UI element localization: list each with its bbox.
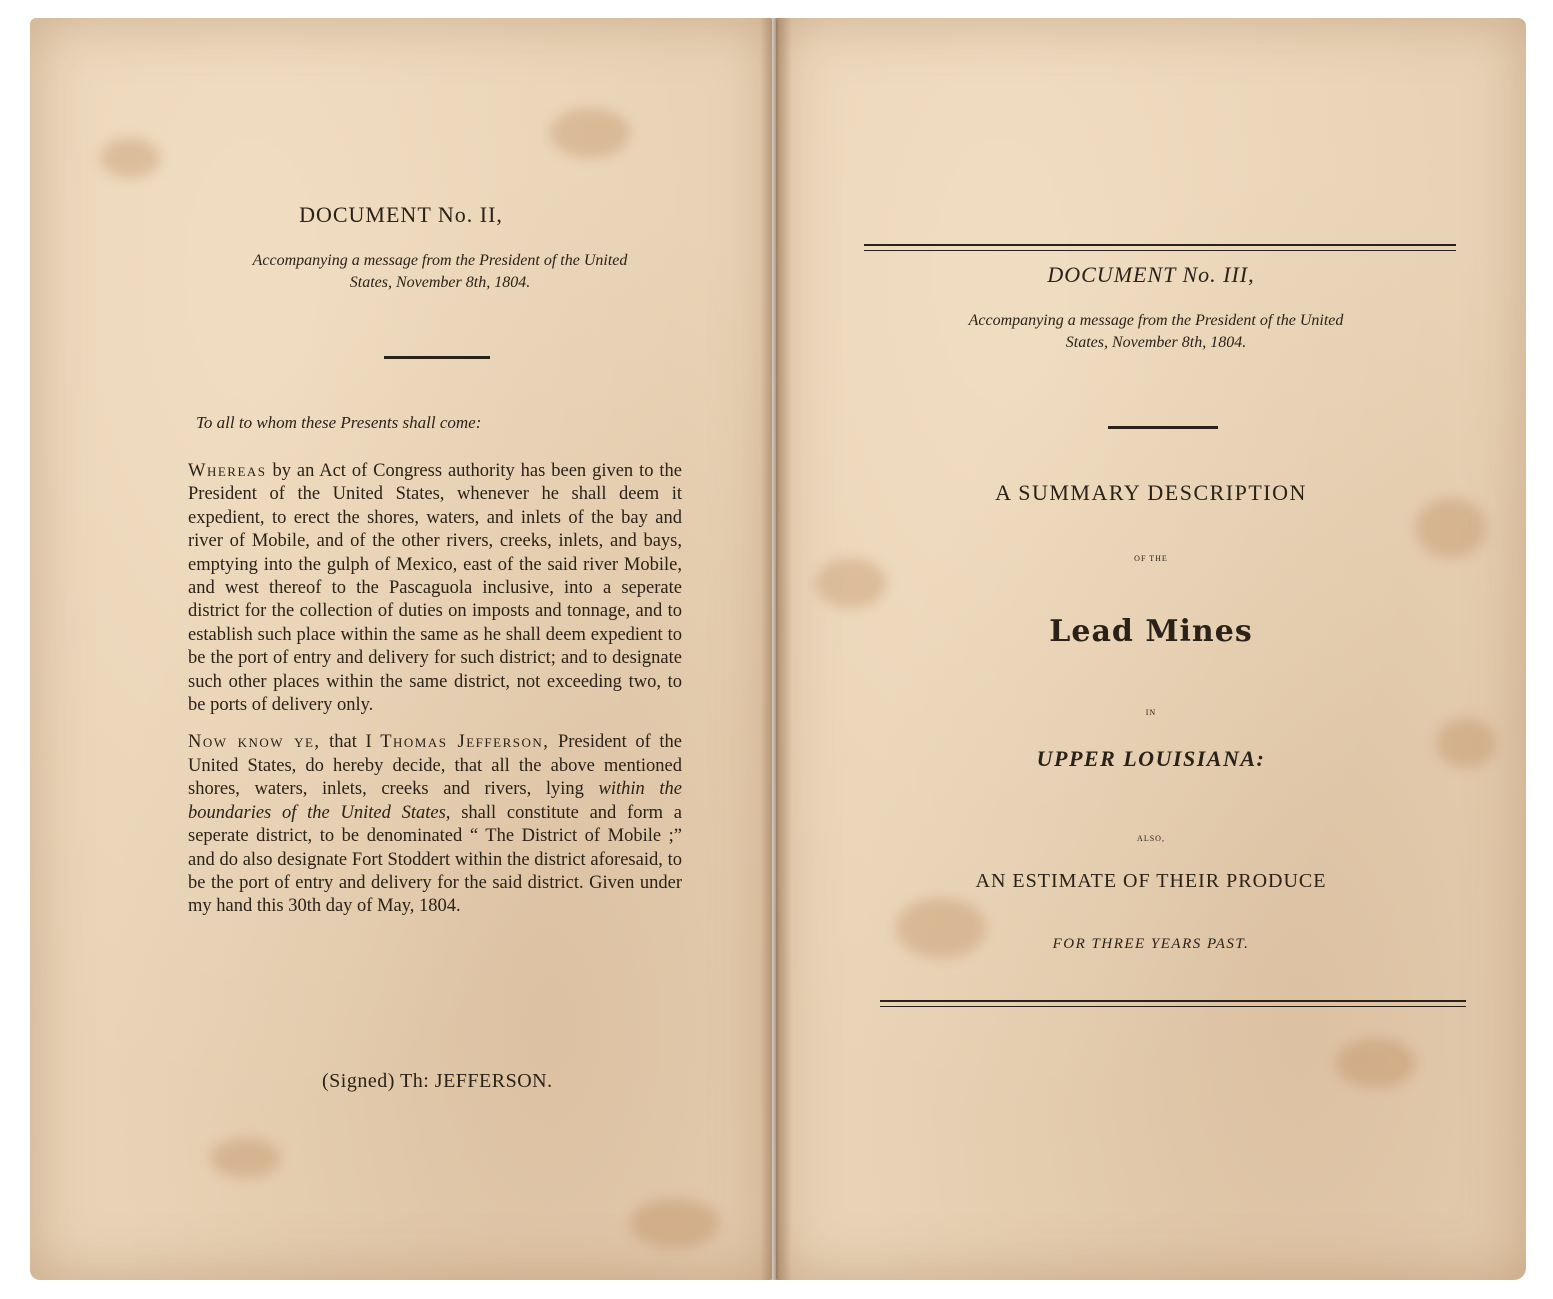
lead-mines-title: Lead Mines	[1049, 614, 1253, 649]
bottom-double-rule	[880, 1000, 1466, 1007]
three-years-subtitle: FOR THREE YEARS PAST.	[1052, 936, 1250, 952]
accompanying-line-2: States, November 8th, 1804.	[1065, 334, 1247, 351]
accompanying-note	[846, 310, 1466, 354]
book-spine	[760, 18, 792, 1280]
paragraph-now-know-ye	[188, 731, 682, 918]
also-label: ALSO,	[1137, 834, 1165, 843]
decree-italic: within the boundaries of the United States,	[188, 779, 682, 823]
page-title: DOCUMENT No. III,	[1047, 262, 1255, 287]
now-know-ye-lead: Now know ye,	[188, 732, 321, 753]
whereas-lead: Whereas	[188, 461, 267, 481]
right-page	[776, 18, 1526, 1280]
accompanying-note	[170, 250, 710, 294]
salutation: To all to whom these Presents shall come:	[196, 413, 482, 432]
accompanying-line-1: Accompanying a message from the President of the United	[252, 252, 628, 269]
decree-text-2: President of the United States, do hereby decide, that all the above mentioned shores, waters, inlets, creeks and rivers, lying	[188, 732, 682, 800]
page-title: DOCUMENT No. II,	[299, 202, 503, 227]
proclamation-text	[188, 460, 682, 919]
decree-text-1: that I	[329, 732, 372, 753]
accompanying-line-1: Accompanying a message from the President of the United	[968, 312, 1344, 329]
estimate-title: AN ESTIMATE OF THEIR PRODUCE	[975, 870, 1327, 892]
left-page	[30, 18, 772, 1280]
paragraph-whereas	[188, 460, 682, 717]
president-name: Thomas Jefferson,	[380, 732, 550, 753]
in-label: IN	[1145, 708, 1157, 717]
of-the-label: OF THE	[1134, 554, 1168, 563]
open-pamphlet	[30, 18, 1526, 1280]
top-double-rule	[864, 244, 1456, 251]
accompanying-line-2: States, November 8th, 1804.	[349, 274, 531, 291]
decree-text-3: shall constitute and form a seperate district, to be denominated “ The District of Mobile ;” and do also designate Fort Stoddert within the district aforesaid, to be the port of entry and delivery for the said district. Given under my hand this 30th day of May, 1804.	[188, 802, 682, 917]
separator-rule	[384, 356, 490, 359]
upper-louisiana-title: UPPER LOUISIANA:	[1036, 746, 1266, 771]
separator-rule	[1108, 426, 1218, 429]
signature-line: (Signed) Th: JEFFERSON.	[322, 1070, 553, 1092]
summary-title: A SUMMARY DESCRIPTION	[995, 480, 1307, 505]
whereas-text: by an Act of Congress authority has been given to the President of the United States, whenever he shall deem it expedient, to erect the shores, waters, and inlets of the bay and river of Mobile, and of the other rivers, creeks, inlets, and bays, emptying into the gulph of Mexico, east of the said river Mobile, and west thereof to the Pascaguola inclusive, into a seperate district for the collection of duties on imposts and tonnage, and to establish such place within the same as he shall deem expedient to be the port of entry and delivery for such district; and to designate such other places within the same district, not exceeding two, to be ports of delivery only.	[188, 461, 683, 716]
